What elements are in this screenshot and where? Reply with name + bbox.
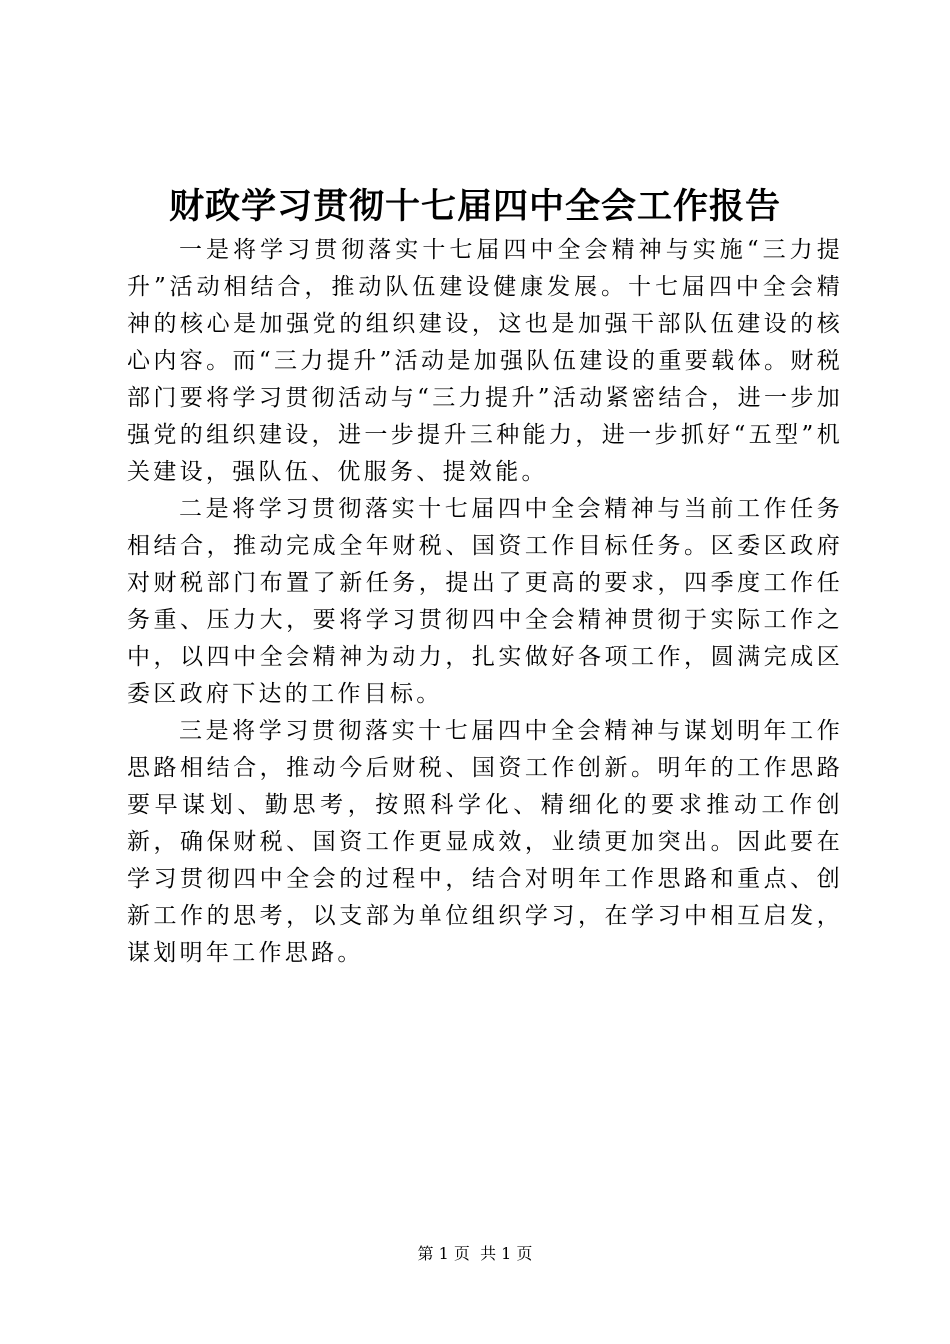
document-title: 财政学习贯彻十七届四中全会工作报告 — [168, 186, 781, 227]
paragraph-1: 一是将学习贯彻落实十七届四中全会精神与实施“三力提升”活动相结合，推动队伍建设健康发展。十七届四中全会精神的核心是加强党的组织建设，这也是加强干部队伍建设的核心内容。而“三力提升”活动是加强队伍建设的重要载体。财税部门要将学习贯彻活动与“三力提升”活动紧密结合，进一步加强党的组织建设，进一步提升三种能力，进一步抓好“五型”机关建设，强队伍、优服务、提效能。 — [127, 237, 843, 485]
paragraph-3: 三是将学习贯彻落实十七届四中全会精神与谋划明年工作思路相结合，推动今后财税、国资工作创新。明年的工作思路要早谋划、勤思考，按照科学化、精细化的要求推动工作创新，确保财税、国资工作更显成效，业绩更加突出。因此要在学习贯彻四中全会的过程中，结合对明年工作思路和重点、创新工作的思考，以支部为单位组织学习，在学习中相互启发，谋划明年工作思路。 — [127, 718, 843, 966]
paragraph-2: 二是将学习贯彻落实十七届四中全会精神与当前工作任务相结合，推动完成全年财税、国资工作目标任务。区委区政府对财税部门布置了新任务，提出了更高的要求，四季度工作任务重、压力大，要将学习贯彻四中全会精神贯彻于实际工作之中，以四中全会精神为动力，扎实做好各项工作，圆满完成区委区政府下达的工作目标。 — [127, 496, 843, 707]
page-footer: 第 1 页 共 1 页 — [417, 1244, 533, 1263]
document-body — [127, 232, 843, 972]
